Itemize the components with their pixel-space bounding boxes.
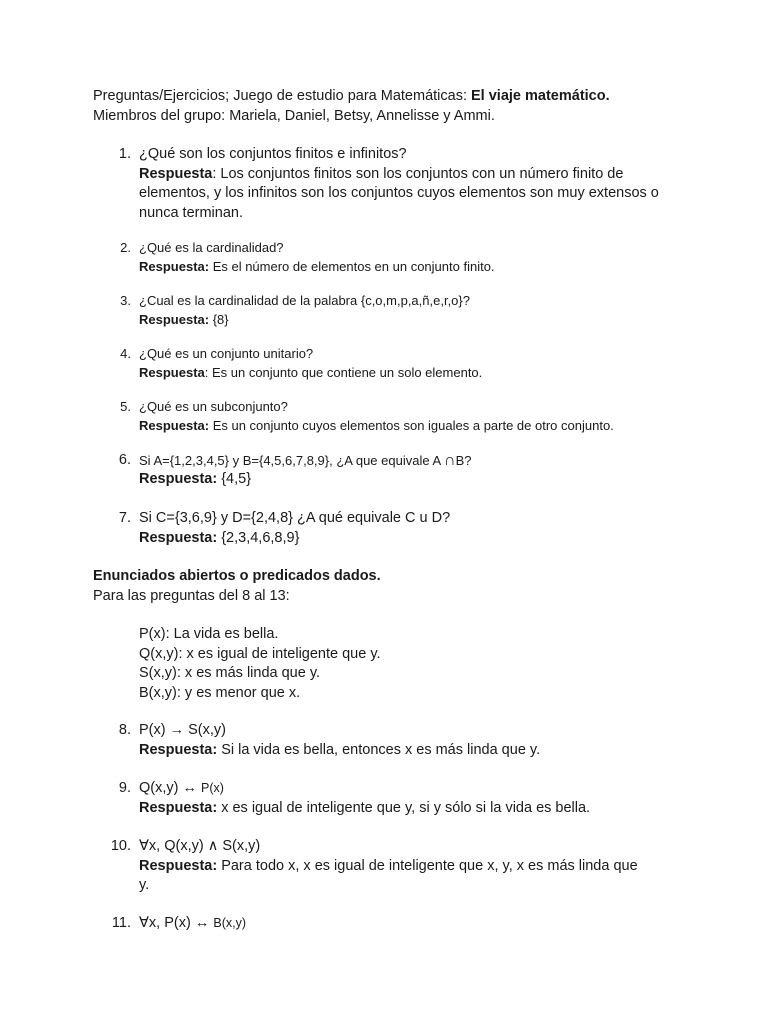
item-body	[139, 837, 644, 896]
item-body	[139, 397, 664, 435]
item-body	[139, 145, 664, 223]
header-title-prefix: Preguntas/Ejercicios; Juego de estudio para Matemáticas:	[93, 88, 472, 104]
item-answer	[139, 799, 664, 819]
item-question: Si C={3,6,9} y D={2,4,8} ¿A qué equivale C u D?	[139, 510, 451, 526]
item-question: ¿Cual es la cardinalidad de la palabra {c,o,m,p,a,ñ,e,r,o}?	[139, 293, 470, 308]
answer-text: : Los conjuntos finitos son los conjuntos con un número finito de elementos, y los infinitos son los conjuntos cuyos elementos son muy extensos o nunca terminan.	[139, 165, 659, 221]
item-body	[139, 779, 664, 818]
answer-label: Respuesta:	[139, 418, 210, 433]
answer-label: Respuesta:	[139, 259, 210, 274]
item-answer	[139, 529, 664, 549]
header-title-bold: El viaje matemático.	[471, 88, 610, 104]
item-question: Si A={1,2,3,4,5} y B={4,5,6,7,8,9}, ¿A que equivale A ∩B?	[139, 452, 472, 469]
answer-label: Respuesta	[139, 165, 213, 182]
answer-text: Si la vida es bella, entonces x es más linda que y.	[217, 741, 541, 758]
item-body	[139, 291, 664, 329]
item-question: P(x) → S(x,y)	[139, 722, 226, 738]
predicate-line: Q(x,y): x es igual de inteligente que y.	[139, 645, 381, 662]
answer-label: Respuesta:	[139, 471, 218, 487]
answer-text: x es igual de inteligente que y, si y sólo si la vida es bella.	[217, 799, 591, 816]
answer-label: Respuesta:	[139, 857, 218, 874]
predicates-section	[93, 567, 713, 606]
item-number: 10.	[110, 838, 131, 854]
item-answer	[139, 857, 644, 896]
item-question: ¿Qué es un conjunto unitario?	[139, 346, 314, 361]
section-title: Enunciados abiertos o predicados dados.	[93, 568, 381, 584]
answer-label: Respuesta:	[139, 312, 210, 327]
answer-text: Para todo x, x es igual de inteligente que x, y, x es más linda que y.	[139, 857, 638, 893]
item-answer	[139, 257, 664, 276]
item-number: 7.	[118, 510, 131, 526]
item-number: 11.	[111, 915, 131, 931]
item-body	[139, 238, 664, 276]
item-body	[139, 914, 664, 934]
answer-label: Respuesta:	[139, 529, 218, 546]
header-members-line: Miembros del grupo: Mariela, Daniel, Betsy, Annelisse y Ammi.	[93, 107, 495, 124]
answer-text: : Es un conjunto que contiene un solo elemento.	[204, 365, 483, 380]
answer-text: {2,3,4,6,8,9}	[217, 529, 300, 546]
item-question: ¿Qué es la cardinalidad?	[139, 240, 284, 255]
item-question: ¿Qué es un subconjunto?	[139, 399, 288, 414]
item-question: Q(x,y) ↔ P(x)	[139, 780, 224, 796]
item-body	[139, 509, 664, 548]
item-number: 6.	[118, 452, 131, 468]
section-intro: Para las preguntas del 8 al 13:	[93, 587, 290, 604]
item-answer	[139, 310, 664, 329]
document-header	[93, 87, 733, 126]
answer-label: Respuesta:	[139, 799, 218, 816]
item-number: 5.	[120, 399, 131, 414]
answer-label: Respuesta	[139, 365, 205, 380]
item-number: 8.	[118, 722, 131, 738]
predicate-line: P(x): La vida es bella.	[139, 626, 279, 642]
item-question: ∀x, P(x) ↔ B(x,y)	[139, 915, 247, 931]
predicate-line: B(x,y): y es menor que x.	[139, 684, 301, 701]
item-answer	[139, 363, 664, 382]
item-answer	[139, 470, 664, 490]
item-number: 1.	[118, 146, 131, 162]
answer-text: {4,5}	[217, 471, 252, 487]
item-body	[139, 344, 664, 382]
answer-text: Es el número de elementos en un conjunto finito.	[209, 259, 495, 274]
predicate-list	[139, 625, 639, 703]
item-body	[139, 451, 664, 490]
item-question: ∀x, Q(x,y) ∧ S(x,y)	[139, 838, 261, 854]
item-number: 4.	[120, 346, 131, 361]
item-answer	[139, 165, 664, 224]
item-question: ¿Qué son los conjuntos finitos e infinitos?	[139, 146, 407, 162]
header-title-line	[93, 87, 733, 107]
item-answer	[139, 741, 664, 761]
answer-label: Respuesta:	[139, 741, 218, 758]
item-number: 9.	[118, 780, 131, 796]
answer-text: {8}	[209, 312, 229, 327]
item-answer	[139, 416, 664, 435]
intersection-symbol: ∩	[444, 452, 456, 469]
item-number: 3.	[120, 293, 131, 308]
item-body	[139, 721, 664, 760]
predicate-line: S(x,y): x es más linda que y.	[139, 665, 321, 681]
answer-text: Es un conjunto cuyos elementos son iguales a parte de otro conjunto.	[209, 418, 614, 433]
item-number: 2.	[120, 240, 131, 255]
